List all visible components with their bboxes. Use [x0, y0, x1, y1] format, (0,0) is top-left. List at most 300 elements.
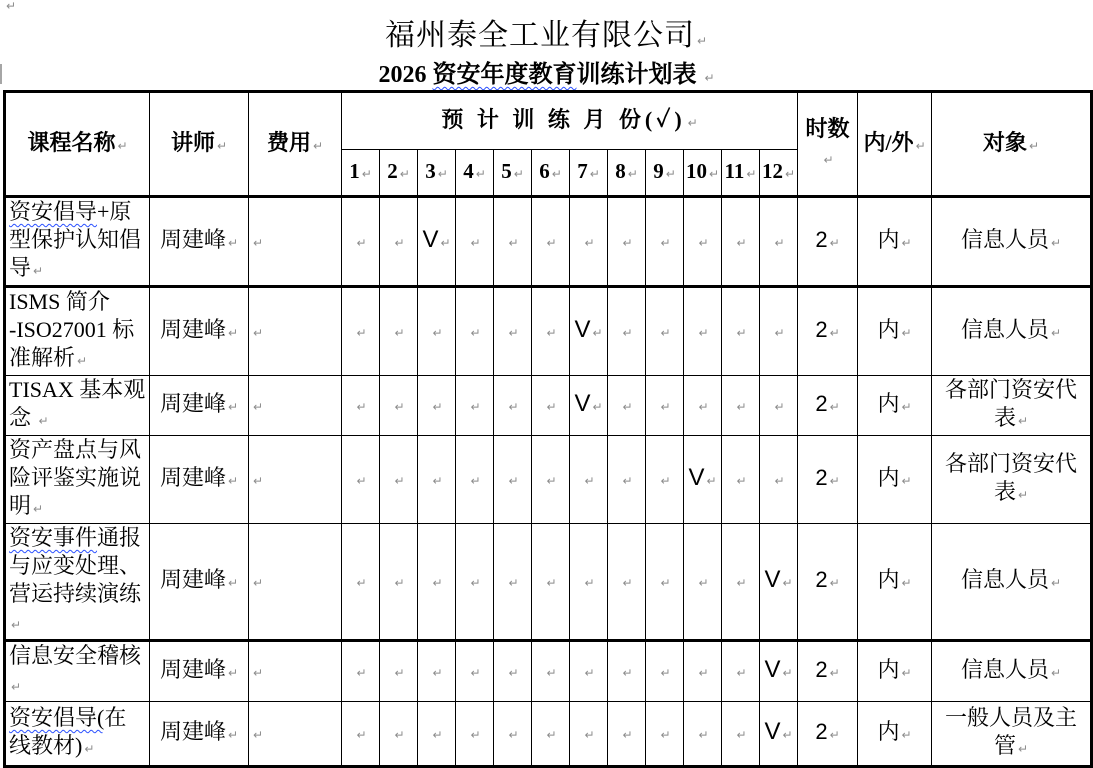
paragraph-mark: ↵ [746, 167, 757, 181]
table-row [5, 641, 1092, 702]
instructor-cell: 周建峰 ↵ [150, 197, 249, 287]
month-cell [608, 197, 646, 287]
month-cell [418, 376, 456, 436]
month-cell [342, 641, 380, 702]
spellcheck-underline: 资安事件 [9, 525, 98, 550]
month-cell [570, 436, 608, 524]
month-cell [494, 287, 532, 376]
paragraph-mark: ↵ [253, 400, 264, 414]
month-cell [684, 287, 722, 376]
month-cell [608, 702, 646, 767]
hours-value: 2 [815, 567, 828, 592]
cost-cell [249, 524, 342, 641]
paragraph-mark: ↵ [1051, 326, 1062, 340]
paragraph-mark: ↵ [589, 167, 600, 181]
paragraph-mark: ↵ [687, 115, 698, 130]
header-instructor [150, 92, 249, 197]
hours-value: 2 [815, 391, 828, 416]
month-cell [456, 197, 494, 287]
paragraph-mark: ↵ [660, 474, 671, 488]
paragraph-mark: ↵ [33, 502, 44, 516]
paragraph-mark: ↵ [901, 474, 912, 488]
document-title [0, 10, 1093, 54]
cost-cell [249, 702, 342, 767]
month-cell [532, 436, 570, 524]
spellcheck-underline: 资安倡导 [9, 199, 98, 224]
hours-value: 2 [815, 227, 828, 252]
month-cell [570, 524, 608, 641]
paragraph-mark: ↵ [782, 728, 793, 742]
month-cell [418, 641, 456, 702]
check-mark: V [574, 390, 591, 417]
month-cell [684, 702, 722, 767]
header-month-4: 4 ↵ [456, 150, 494, 197]
paragraph-mark: ↵ [901, 236, 912, 250]
hours-cell [798, 287, 858, 376]
paragraph-mark: ↵ [432, 576, 443, 590]
paragraph-mark: ↵ [592, 400, 603, 414]
course-name-cell: 资安事件通报 与应变处理、 营运持续演练↵ [5, 524, 150, 641]
paragraph-mark: ↵ [592, 326, 603, 340]
instructor-cell: 周建峰 ↵ [150, 702, 249, 767]
paragraph-mark: ↵ [394, 326, 405, 340]
month-cell [646, 197, 684, 287]
course-name-cell: 资安倡导+原 型保护认知倡 导 ↵ [5, 197, 150, 287]
stray-paragraph-mark: ↵ [6, 0, 17, 13]
table-row [5, 436, 1092, 524]
month-cell [380, 702, 418, 767]
paragraph-mark: ↵ [84, 742, 95, 756]
paragraph-mark: ↵ [546, 666, 557, 680]
audience-cell: 各部门资安代 表 ↵ [932, 376, 1092, 436]
cost-cell [249, 641, 342, 702]
month-cell [380, 197, 418, 287]
month-cell [722, 197, 760, 287]
month-cell [608, 287, 646, 376]
paragraph-mark: ↵ [829, 326, 840, 340]
paragraph-mark: ↵ [470, 666, 481, 680]
month-cell [532, 376, 570, 436]
month-cell [380, 436, 418, 524]
paragraph-mark: ↵ [736, 474, 747, 488]
scope-cell: 内 ↵ [858, 376, 932, 436]
paragraph-mark: ↵ [901, 326, 912, 340]
paragraph-mark: ↵ [508, 400, 519, 414]
paragraph-mark: ↵ [774, 326, 785, 340]
paragraph-mark: ↵ [901, 400, 912, 414]
hours-cell [798, 197, 858, 287]
paragraph-mark: ↵ [227, 474, 239, 488]
cost-cell [249, 197, 342, 287]
paragraph-mark: ↵ [829, 474, 840, 488]
month-cell [380, 641, 418, 702]
month-cell [342, 287, 380, 376]
hours-cell [798, 524, 858, 641]
paragraph-mark: ↵ [508, 474, 519, 488]
month-cell [722, 702, 760, 767]
paragraph-mark: ↵ [829, 576, 840, 590]
header-month-9: 9 ↵ [646, 150, 684, 197]
instructor-cell: 周建峰 ↵ [150, 436, 249, 524]
check-mark: V [764, 566, 781, 593]
paragraph-mark: ↵ [696, 34, 709, 48]
month-cell [380, 376, 418, 436]
paragraph-mark: ↵ [622, 474, 633, 488]
month-cell [456, 436, 494, 524]
table-row [5, 287, 1092, 376]
month-cell [646, 524, 684, 641]
scope-cell: 内 ↵ [858, 436, 932, 524]
audience-cell: 信息人员 ↵ [932, 641, 1092, 702]
month-cell [760, 524, 798, 641]
paragraph-mark: ↵ [706, 474, 717, 488]
month-cell [722, 436, 760, 524]
header-month-11: 11 ↵ [722, 150, 760, 197]
paragraph-mark: ↵ [622, 236, 633, 250]
month-cell [532, 641, 570, 702]
header-month-6: 6 ↵ [532, 150, 570, 197]
paragraph-mark: ↵ [11, 680, 22, 694]
month-cell [456, 702, 494, 767]
paragraph-mark: ↵ [622, 728, 633, 742]
month-cell [342, 376, 380, 436]
header-cost [249, 92, 342, 197]
header-scope [858, 92, 932, 197]
month-cell [456, 524, 494, 641]
paragraph-mark: ↵ [546, 728, 557, 742]
header-month-5: 5 ↵ [494, 150, 532, 197]
paragraph-mark: ↵ [432, 728, 443, 742]
paragraph-mark: ↵ [546, 474, 557, 488]
hours-cell [798, 436, 858, 524]
course-name-cell: TISAX 基本观 念 ↵ [5, 376, 150, 436]
table-row [5, 197, 1092, 287]
paragraph-mark: ↵ [709, 167, 720, 181]
paragraph-mark: ↵ [901, 728, 912, 742]
paragraph-mark: ↵ [11, 618, 22, 632]
paragraph-mark: ↵ [470, 400, 481, 414]
paragraph-mark: ↵ [829, 236, 840, 250]
paragraph-mark: ↵ [1018, 414, 1029, 428]
header-month-8: 8 ↵ [608, 150, 646, 197]
company-name: 福州泰全工业有限公司 [384, 19, 695, 52]
paragraph-mark: ↵ [665, 167, 676, 181]
scope-cell: 内 ↵ [858, 287, 932, 376]
course-name-cell: 信息安全稽核↵ [5, 641, 150, 702]
paragraph-mark: ↵ [227, 400, 239, 414]
month-cell [494, 702, 532, 767]
instructor-cell: 周建峰 ↵ [150, 376, 249, 436]
month-cell [684, 436, 722, 524]
paragraph-mark: ↵ [470, 728, 481, 742]
subtitle-year: 2026 [378, 62, 433, 88]
paragraph-mark: ↵ [622, 576, 633, 590]
paragraph-mark: ↵ [660, 728, 671, 742]
month-cell [418, 524, 456, 641]
paragraph-mark: ↵ [253, 474, 264, 488]
paragraph-mark: ↵ [584, 666, 595, 680]
audience-cell: 各部门资安代 表 ↵ [932, 436, 1092, 524]
header-audience-label: 对象 [982, 129, 1027, 155]
header-course-label: 课程名称 [27, 129, 116, 155]
month-cell [342, 197, 380, 287]
paragraph-mark: ↵ [432, 666, 443, 680]
paragraph-mark: ↵ [704, 71, 715, 85]
month-cell [342, 702, 380, 767]
paragraph-mark: ↵ [117, 138, 128, 153]
month-cell [532, 524, 570, 641]
paragraph-mark: ↵ [394, 728, 405, 742]
header-month-2: 2 ↵ [380, 150, 418, 197]
scope-cell: 内 ↵ [858, 702, 932, 767]
course-name-cell: ISMS 简介 -ISO27001 标 准解析 ↵ [5, 287, 150, 376]
paragraph-mark: ↵ [227, 666, 239, 680]
month-cell [380, 287, 418, 376]
instructor-cell: 周建峰 ↵ [150, 287, 249, 376]
month-cell [646, 641, 684, 702]
paragraph-mark: ↵ [901, 576, 912, 590]
header-instructor-label: 讲师 [170, 129, 215, 155]
month-cell [456, 287, 494, 376]
scope-cell: 内 ↵ [858, 641, 932, 702]
month-cell [722, 524, 760, 641]
training-plan-table [3, 90, 1093, 768]
paragraph-mark: ↵ [399, 167, 410, 181]
paragraph-mark: ↵ [508, 666, 519, 680]
scope-cell: 内 ↵ [858, 197, 932, 287]
header-months-label: 预 计 训 练 月 份(✓) [441, 106, 686, 132]
paragraph-mark: ↵ [698, 236, 709, 250]
paragraph-mark: ↵ [253, 576, 264, 590]
paragraph-mark: ↵ [470, 474, 481, 488]
paragraph-mark: ↵ [782, 666, 793, 680]
month-cell [684, 376, 722, 436]
month-cell [494, 436, 532, 524]
month-cell [646, 702, 684, 767]
paragraph-mark: ↵ [774, 474, 785, 488]
paragraph-mark: ↵ [829, 400, 840, 414]
month-cell [494, 641, 532, 702]
month-cell [760, 197, 798, 287]
month-cell [456, 641, 494, 702]
hours-cell [798, 641, 858, 702]
header-course [5, 92, 150, 197]
paragraph-mark: ↵ [1051, 666, 1062, 680]
header-hours-label: 时数 [805, 115, 850, 141]
paragraph-mark: ↵ [546, 576, 557, 590]
header-months-group [342, 92, 798, 150]
paragraph-mark: ↵ [394, 474, 405, 488]
audience-cell: 信息人员 ↵ [932, 287, 1092, 376]
paragraph-mark: ↵ [253, 236, 264, 250]
paragraph-mark: ↵ [622, 666, 633, 680]
paragraph-mark: ↵ [736, 576, 747, 590]
paragraph-mark: ↵ [698, 400, 709, 414]
month-cell [342, 436, 380, 524]
header-cost-label: 费用 [266, 129, 311, 155]
paragraph-mark: ↵ [1051, 576, 1062, 590]
scope-cell: 内 ↵ [858, 524, 932, 641]
month-cell [646, 436, 684, 524]
paragraph-mark: ↵ [546, 400, 557, 414]
paragraph-mark: ↵ [394, 666, 405, 680]
paragraph-mark: ↵ [660, 400, 671, 414]
month-cell [570, 702, 608, 767]
paragraph-mark: ↵ [356, 326, 367, 340]
paragraph-mark: ↵ [584, 728, 595, 742]
paragraph-mark: ↵ [698, 326, 709, 340]
paragraph-mark: ↵ [1029, 138, 1040, 153]
hours-value: 2 [815, 719, 828, 744]
paragraph-mark: ↵ [584, 576, 595, 590]
month-cell [494, 376, 532, 436]
paragraph-mark: ↵ [546, 236, 557, 250]
paragraph-mark: ↵ [227, 326, 239, 340]
hours-value: 2 [815, 657, 828, 682]
month-cell [342, 524, 380, 641]
header-month-1: 1 ↵ [342, 150, 380, 197]
month-cell [760, 641, 798, 702]
paragraph-mark: ↵ [38, 414, 49, 428]
month-cell [646, 287, 684, 376]
hours-cell [798, 702, 858, 767]
table-row [5, 702, 1092, 767]
paragraph-mark: ↵ [736, 666, 747, 680]
paragraph-mark: ↵ [698, 728, 709, 742]
paragraph-mark: ↵ [470, 576, 481, 590]
paragraph-mark: ↵ [356, 400, 367, 414]
month-cell [684, 524, 722, 641]
paragraph-mark: ↵ [774, 236, 785, 250]
month-cell [722, 287, 760, 376]
check-mark: V [422, 226, 439, 253]
paragraph-mark: ↵ [432, 474, 443, 488]
month-cell [608, 376, 646, 436]
check-mark: V [764, 718, 781, 745]
check-mark: V [764, 656, 781, 683]
audience-cell: 信息人员 ↵ [932, 524, 1092, 641]
month-cell [418, 287, 456, 376]
spellcheck-underline: 资安年度教育 [432, 62, 577, 88]
paragraph-mark: ↵ [1018, 488, 1029, 502]
paragraph-mark: ↵ [356, 666, 367, 680]
month-cell [418, 197, 456, 287]
hours-cell [798, 376, 858, 436]
month-cell [684, 641, 722, 702]
paragraph-mark: ↵ [660, 666, 671, 680]
paragraph-mark: ↵ [823, 152, 834, 167]
header-audience [932, 92, 1092, 197]
month-cell [760, 287, 798, 376]
header-month-10: 10 ↵ [684, 150, 722, 197]
paragraph-mark: ↵ [622, 326, 633, 340]
cost-cell [249, 287, 342, 376]
paragraph-mark: ↵ [77, 354, 88, 368]
month-cell [418, 436, 456, 524]
month-cell [494, 197, 532, 287]
paragraph-mark: ↵ [660, 326, 671, 340]
cost-cell [249, 376, 342, 436]
month-cell [456, 376, 494, 436]
paragraph-mark: ↵ [312, 138, 324, 153]
paragraph-mark: ↵ [1051, 236, 1062, 250]
month-cell [418, 702, 456, 767]
table-row [5, 376, 1092, 436]
table-row [5, 524, 1092, 641]
month-cell [608, 641, 646, 702]
paragraph-mark: ↵ [508, 326, 519, 340]
paragraph-mark: ↵ [584, 236, 595, 250]
header-month-3: 3 ↵ [418, 150, 456, 197]
header-month-7: 7 ↵ [570, 150, 608, 197]
hours-value: 2 [815, 317, 828, 342]
paragraph-mark: ↵ [227, 576, 239, 590]
hours-value: 2 [815, 465, 828, 490]
header-scope-label: 内/外 [863, 129, 914, 155]
table-body [5, 197, 1092, 767]
paragraph-mark: ↵ [440, 236, 451, 250]
month-cell [532, 197, 570, 287]
paragraph-mark: ↵ [546, 326, 557, 340]
paragraph-mark: ↵ [508, 236, 519, 250]
paragraph-mark: ↵ [470, 326, 481, 340]
month-cell [684, 197, 722, 287]
month-cell [722, 641, 760, 702]
paragraph-mark: ↵ [736, 236, 747, 250]
month-cell [494, 524, 532, 641]
check-mark: V [574, 316, 591, 343]
course-name-cell: 资产盘点与风 险评鉴实施说 明 ↵ [5, 436, 150, 524]
month-cell [608, 524, 646, 641]
paragraph-mark: ↵ [227, 236, 239, 250]
paragraph-mark: ↵ [356, 236, 367, 250]
subtitle-rest: 训练计划表 [576, 62, 697, 88]
paragraph-mark: ↵ [736, 400, 747, 414]
paragraph-mark: ↵ [361, 167, 372, 181]
paragraph-mark: ↵ [508, 728, 519, 742]
month-cell [380, 524, 418, 641]
paragraph-mark: ↵ [432, 400, 443, 414]
paragraph-mark: ↵ [660, 236, 671, 250]
paragraph-mark: ↵ [915, 138, 926, 153]
cost-cell [249, 436, 342, 524]
paragraph-mark: ↵ [698, 576, 709, 590]
month-cell [570, 376, 608, 436]
check-mark: V [688, 464, 705, 491]
month-cell [532, 702, 570, 767]
paragraph-mark: ↵ [470, 236, 481, 250]
course-name-cell: 资安倡导(在 线教材) ↵ [5, 702, 150, 767]
paragraph-mark: ↵ [227, 728, 239, 742]
paragraph-mark: ↵ [584, 474, 595, 488]
month-cell [722, 376, 760, 436]
month-cell [570, 197, 608, 287]
paragraph-mark: ↵ [356, 728, 367, 742]
paragraph-mark: ↵ [437, 167, 448, 181]
instructor-cell: 周建峰 ↵ [150, 524, 249, 641]
paragraph-mark: ↵ [782, 576, 793, 590]
month-cell [760, 436, 798, 524]
header-month-12: 12 ↵ [760, 150, 798, 197]
paragraph-mark: ↵ [33, 264, 44, 278]
paragraph-mark: ↵ [432, 326, 443, 340]
paragraph-mark: ↵ [829, 728, 840, 742]
paragraph-mark: ↵ [829, 666, 840, 680]
month-cell [608, 436, 646, 524]
spellcheck-underline: 资安倡导( [9, 705, 105, 730]
month-cell [646, 376, 684, 436]
header-hours [798, 92, 858, 197]
